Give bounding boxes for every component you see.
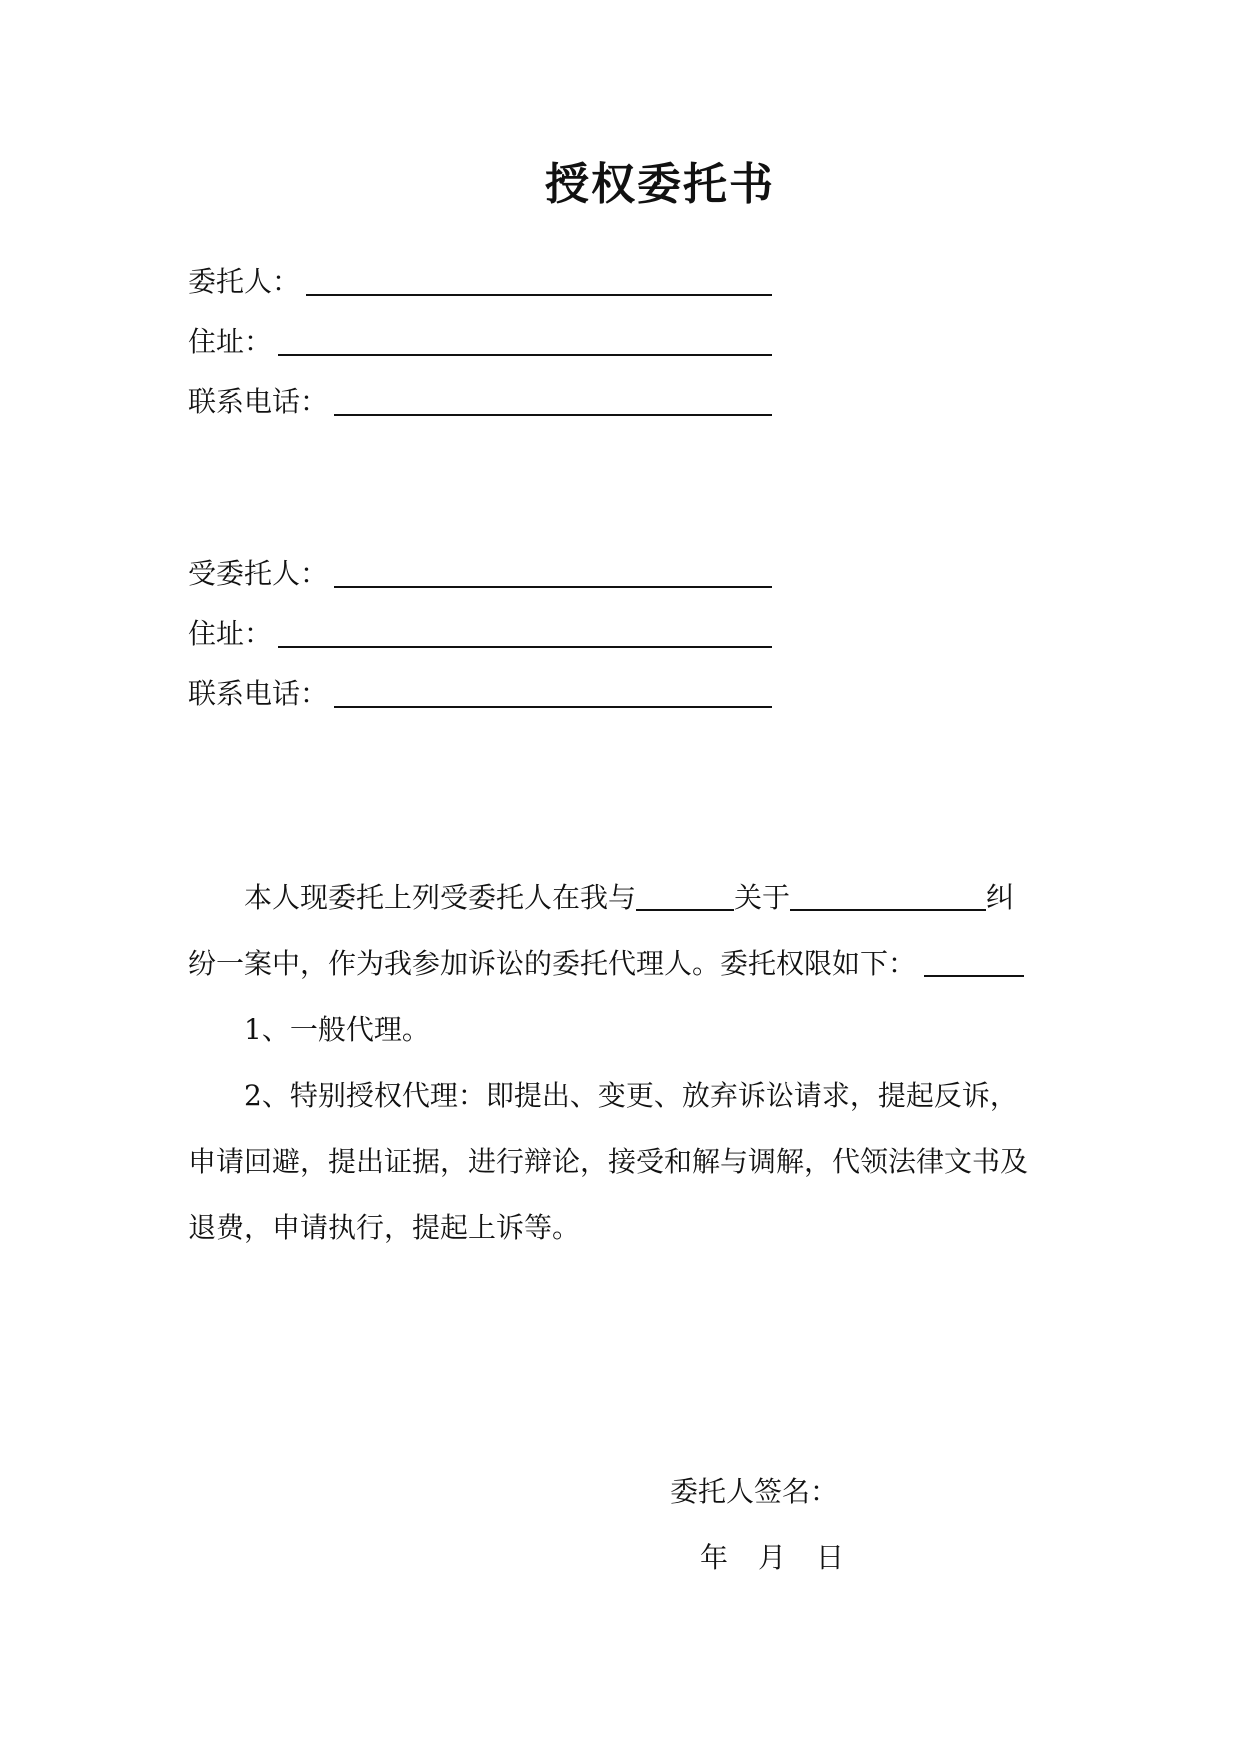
date-day: 日 xyxy=(816,1541,845,1574)
item-special-agency-line2: 申请回避，提出证据，进行辩论，接受和解与调解，代领法律文书及 xyxy=(188,1145,1029,1178)
agent-phone-row xyxy=(188,674,772,714)
signature-label: 委托人签名： xyxy=(670,1475,839,1508)
principal-phone-label: 联系电话： xyxy=(188,385,329,418)
principal-name-label: 委托人： xyxy=(188,265,301,298)
body-line1-text-c: 纠 xyxy=(986,881,1015,914)
agent-phone-label: 联系电话： xyxy=(188,677,329,710)
body-line2-text: 纷一案中，作为我参加诉讼的委托代理人。委托权限如下： xyxy=(188,947,917,980)
principal-address-row xyxy=(188,322,772,362)
principal-phone-row xyxy=(188,382,772,422)
item-special-agency-line3: 退费，申请执行，提起上诉等。 xyxy=(188,1211,581,1244)
agent-address-label: 住址： xyxy=(188,617,273,650)
body-line-2 xyxy=(188,944,1058,984)
principal-name-field[interactable] xyxy=(306,264,772,296)
principal-phone-field[interactable] xyxy=(334,384,772,416)
body-line1-text-b: 关于 xyxy=(734,881,791,914)
item-general-agency: 1、一般代理。 xyxy=(244,1013,430,1046)
agent-address-field[interactable] xyxy=(278,616,772,648)
principal-name-row xyxy=(188,262,772,302)
opposing-party-blank[interactable] xyxy=(636,879,734,911)
agent-name-label: 受委托人： xyxy=(188,557,329,590)
document-title: 授权委托书 xyxy=(545,159,775,210)
agent-phone-field[interactable] xyxy=(334,676,772,708)
authority-scope-blank[interactable] xyxy=(924,945,1024,977)
signature-date xyxy=(700,1538,844,1578)
body-line-1 xyxy=(188,878,1058,918)
date-year: 年 xyxy=(700,1541,729,1574)
principal-address-label: 住址： xyxy=(188,325,273,358)
body-line1-text-a: 本人现委托上列受委托人在我与 xyxy=(244,881,637,914)
agent-name-row xyxy=(188,554,772,594)
item-special-agency-line1: 2、特别授权代理：即提出、变更、放弃诉讼请求，提起反诉， xyxy=(244,1079,1018,1112)
date-month: 月 xyxy=(758,1541,787,1574)
agent-name-field[interactable] xyxy=(334,556,772,588)
principal-address-field[interactable] xyxy=(278,324,772,356)
dispute-matter-blank[interactable] xyxy=(790,879,986,911)
agent-address-row xyxy=(188,614,772,654)
